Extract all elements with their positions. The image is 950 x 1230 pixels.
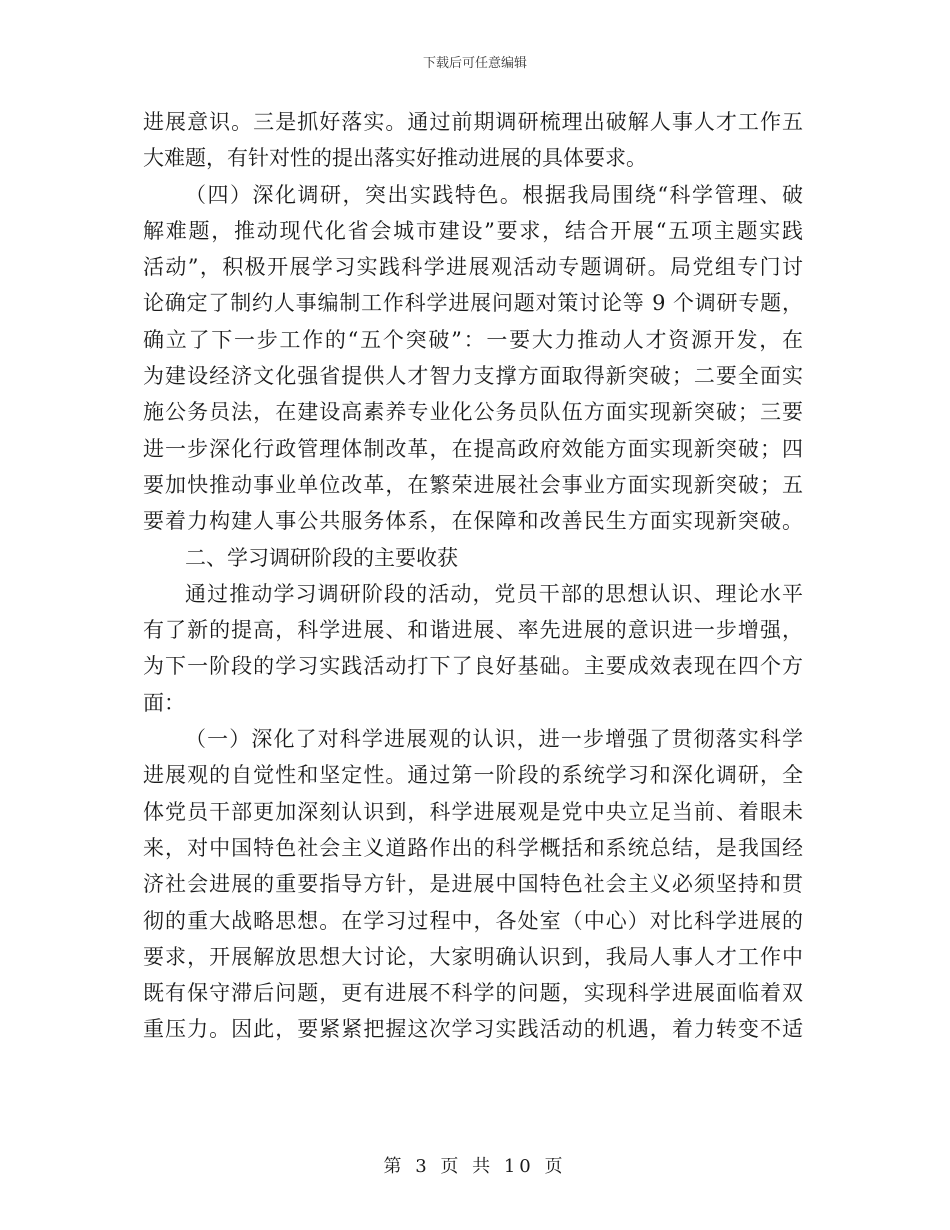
text-line: 体党员干部更加深刻认识到，科学进展观是党中央立足当前、着眼未 [143,799,803,824]
text-line: （一）深化了对科学进展观的认识，进一步增强了贯彻落实科学 [185,727,803,752]
text-line: 进一步深化行政管理体制改革，在提高政府效能方面实现新突破；四 [143,436,803,461]
text-line: 进展意识。三是抓好落实。通过前期调研梳理出破解人事人才工作五 [143,110,803,134]
text-line: 大难题，有针对性的提出落实好推动进展的具体要求。 [143,146,647,171]
text-line: 为建设经济文化强省提供人才智力支撑方面取得新突破；二要全面实 [143,364,803,389]
text-line: 确立了下一步工作的“五个突破”：一要大力推动人才资源开发，在 [143,327,803,352]
text-line: 要求，开展解放思想大讨论，大家明确认识到，我局人事人才工作中 [143,944,803,969]
text-line: 彻的重大战略思想。在学习过程中，各处室（中心）对比科学进展的 [143,908,803,933]
text-line: 有了新的提高，科学进展、和谐进展、率先进展的意识进一步增强， [143,618,803,643]
text-line: 要着力构建人事公共服务体系，在保障和改善民生方面实现新突破。 [143,509,803,534]
text-line: 活动”，积极开展学习实践科学进展观活动专题调研。局党组专门讨 [143,255,803,280]
page-number-footer: 第 3 页 共 10 页 [383,1156,567,1177]
text-line: 二、学习调研阶段的主要收获 [185,545,458,570]
text-line: 解难题，推动现代化省会城市建设”要求，结合开展“五项主题实践 [143,218,803,243]
text-line: 要加快推动事业单位改革，在繁荣进展社会事业方面实现新突破；五 [143,472,803,497]
text-line: 施公务员法，在建设高素养专业化公务员队伍方面实现新突破；三要 [143,400,803,425]
text-line: 通过推动学习调研阶段的活动，党员干部的思想认识、理论水平 [185,581,803,606]
text-line: 既有保守滞后问题，更有进展不科学的问题，实现科学进展面临着双 [143,981,803,1006]
document-body [143,104,803,1048]
text-line: 为下一阶段的学习实践活动打下了良好基础。主要成效表现在四个方 [143,654,803,679]
text-line: 论确定了制约人事编制工作科学进展问题对策讨论等 9 个调研专题， [143,291,803,316]
text-line: 济社会进展的重要指导方针，是进展中国特色社会主义必须坚持和贯 [143,872,803,897]
text-line: 来，对中国特色社会主义道路作出的科学概括和系统总结，是我国经 [143,835,803,860]
page-header: 下载后可任意编辑 [422,56,527,71]
text-line: 进展观的自觉性和坚定性。通过第一阶段的系统学习和深化调研，全 [143,763,803,788]
text-line: （四）深化调研，突出实践特色。根据我局围绕“科学管理、破 [185,182,803,207]
text-line: 面： [143,690,185,715]
text-line: 重压力。因此，要紧紧把握这次学习实践活动的机遇，着力转变不适 [143,1017,803,1042]
